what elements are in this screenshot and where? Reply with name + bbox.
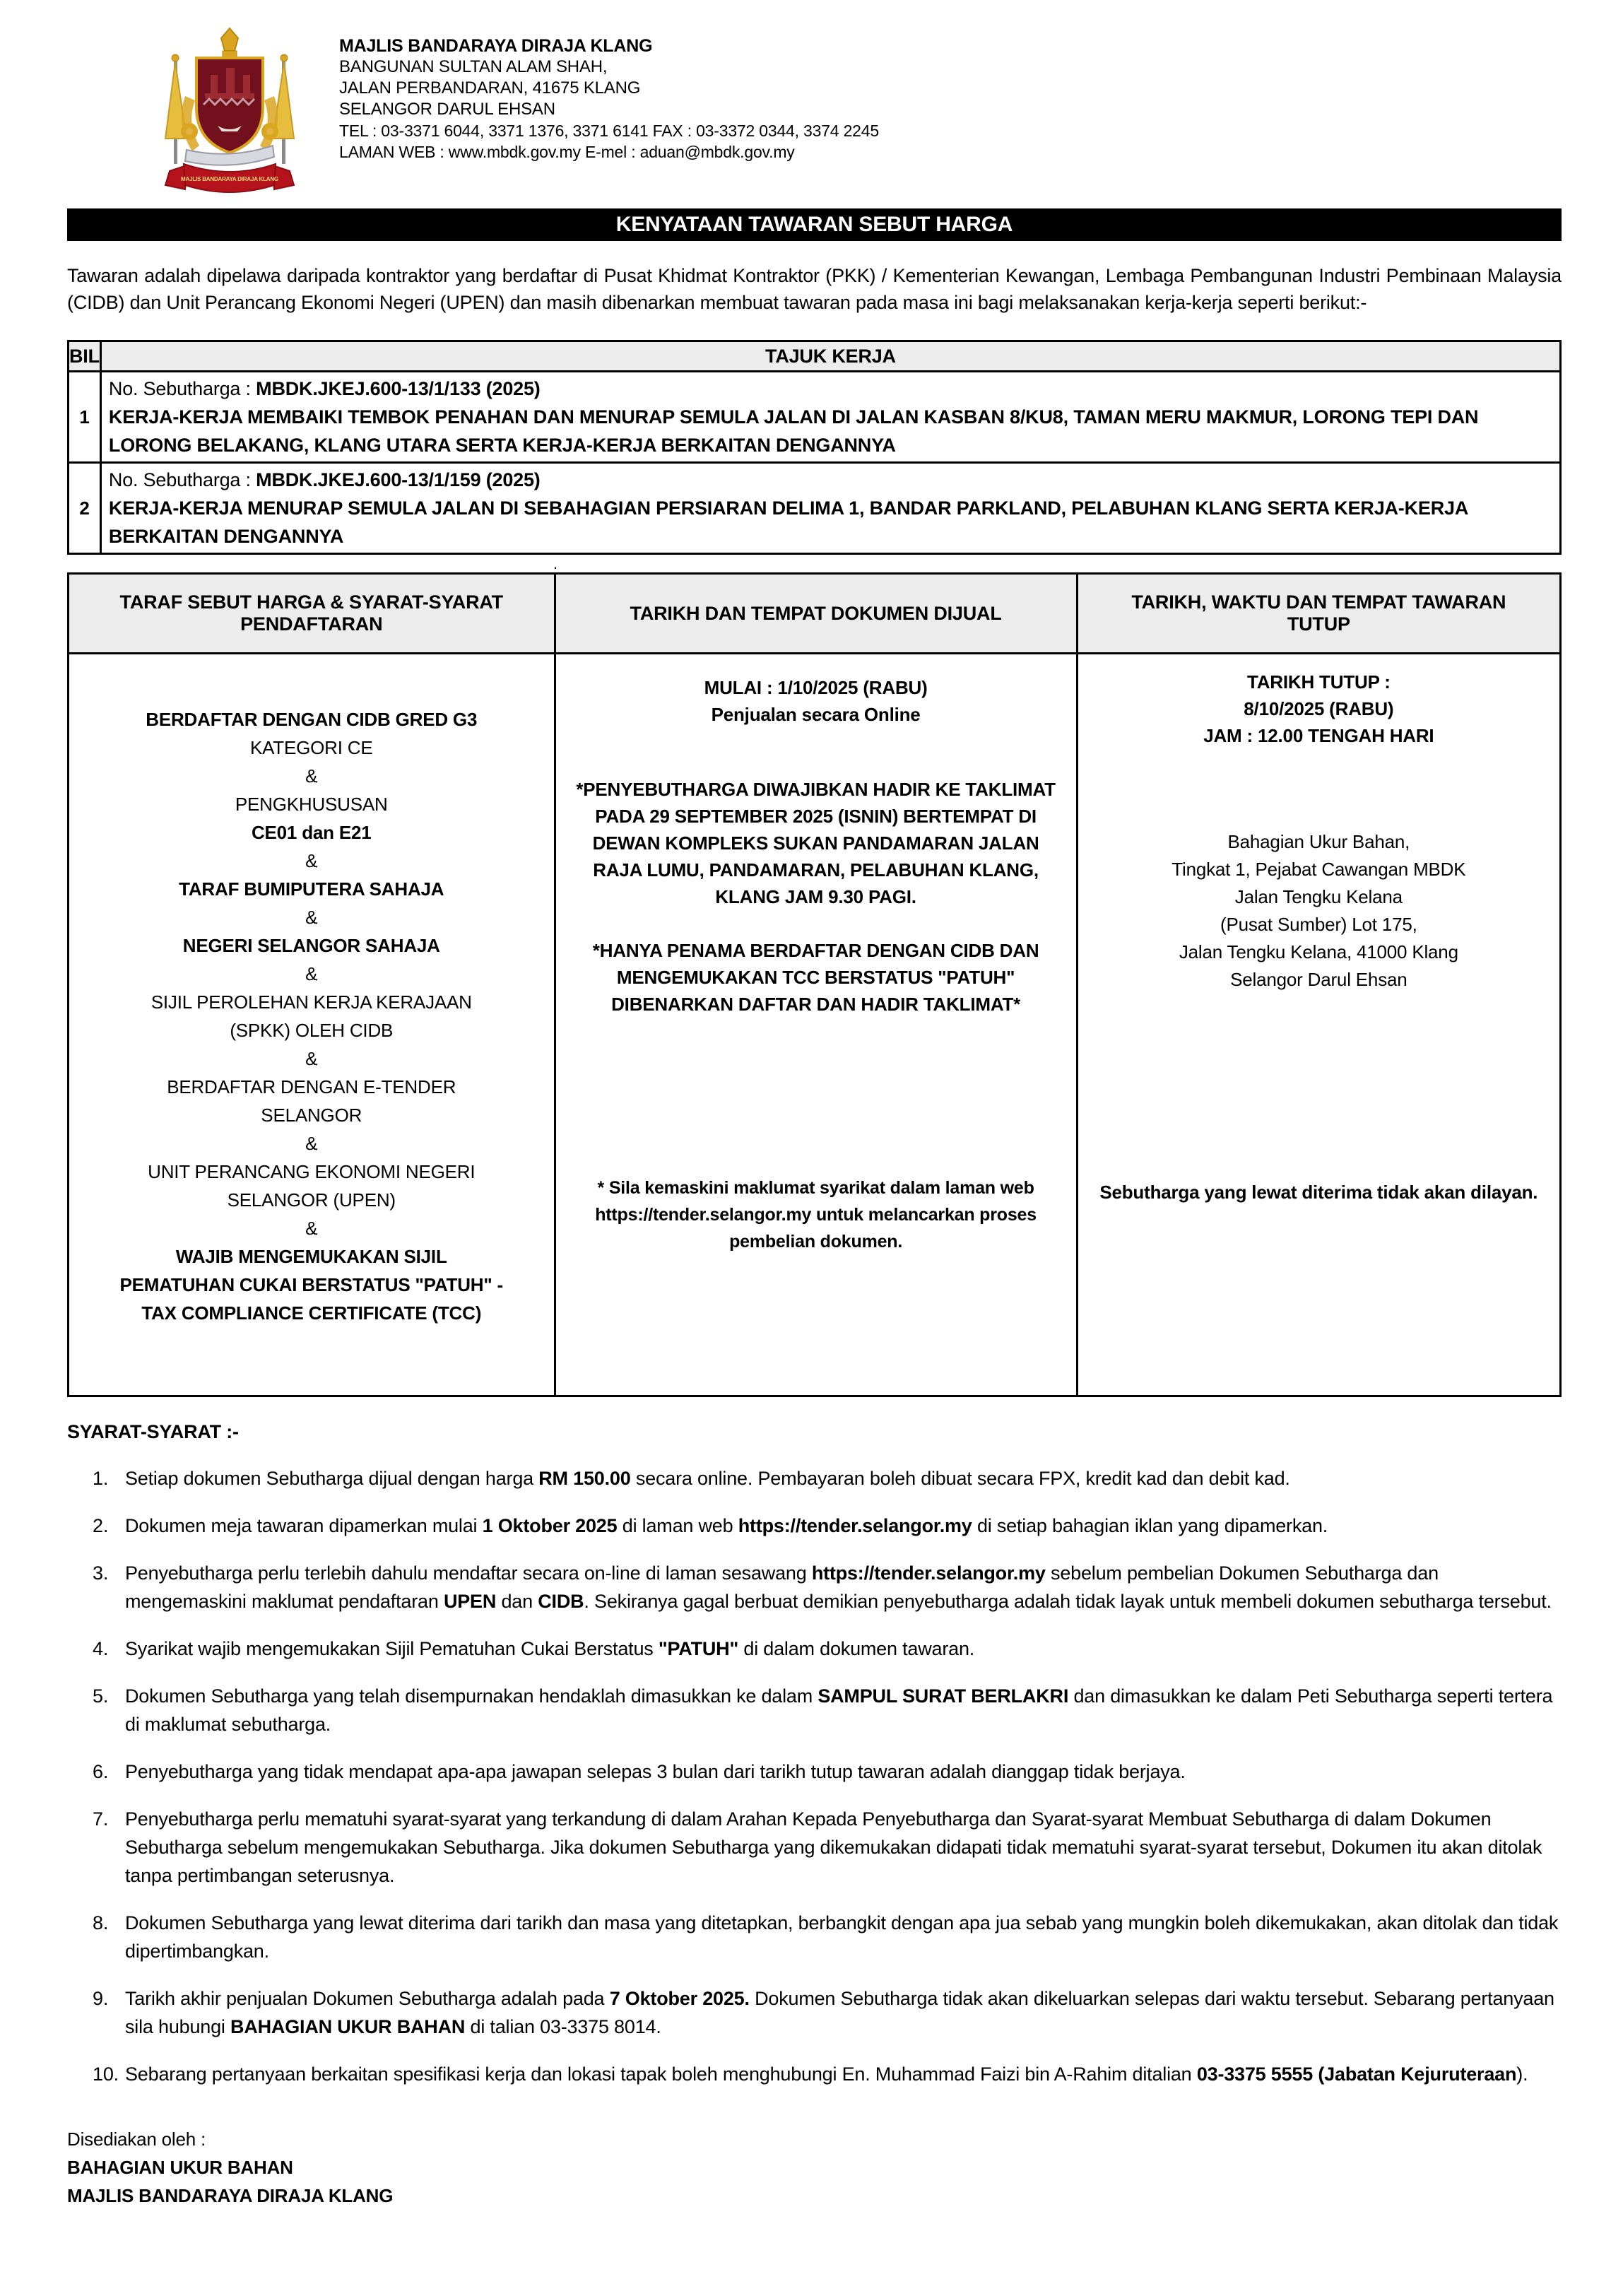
taraf-line: & — [305, 963, 318, 984]
jobs-table-header-row — [69, 341, 1561, 372]
taraf-body — [69, 654, 555, 1396]
info-table — [67, 572, 1562, 1397]
tutup-address — [1095, 828, 1542, 994]
syarat-number: 10. — [93, 2064, 119, 2085]
taraf-line: PEMATUHAN CUKAI BERSTATUS "PATUH" - — [119, 1274, 503, 1295]
syarat-number: 2. — [93, 1515, 109, 1536]
org-name: MAJLIS BANDARAYA DIRAJA KLANG — [339, 36, 653, 56]
syarat-text: Dokumen Sebutharga yang lewat diterima dari tarikh dan masa yang ditetapkan, berbangkit dengan apa jua sebab yang mungkin boleh dikemukakan, akan ditolak dan tidak dipertimbangkan. — [125, 1912, 1559, 1962]
address-line: (Pusat Sumber) Lot 175, — [1220, 914, 1417, 935]
syarat-heading: SYARAT-SYARAT :- — [67, 1421, 239, 1442]
syarat-item — [67, 1984, 1562, 2041]
syarat-number: 4. — [93, 1638, 109, 1659]
job-row — [69, 372, 1561, 463]
syarat-text: Dokumen Sebutharga yang telah disempurnakan hendaklah dimasukkan ke dalam SAMPUL SURAT BERLAKRI dan dimasukkan ke dalam Peti Sebutharga seperti tertera di maklumat sebutharga. — [125, 1685, 1553, 1735]
prepared-by-label: Disediakan oleh : — [67, 2129, 206, 2150]
syarat-number: 3. — [93, 1562, 109, 1584]
address-line: Tingkat 1, Pejabat Cawangan MBDK — [1171, 859, 1466, 880]
taraf-line: WAJIB MENGEMUKAKAN SIJIL — [175, 1246, 447, 1267]
jobs-table — [67, 340, 1562, 555]
dokumen-body — [555, 654, 1077, 1396]
lewat-note: Sebutharga yang lewat diterima tidak akan dilayan. — [1099, 1182, 1538, 1203]
syarat-text: Setiap dokumen Sebutharga dijual dengan harga RM 150.00 secara online. Pembayaran boleh dibuat secara FPX, kredit kad dan debit kad. — [125, 1468, 1290, 1489]
penjualan-line: Penjualan secara Online — [711, 704, 921, 725]
address-line-3: SELANGOR DARUL EHSAN — [339, 100, 555, 119]
col-header-bil: BIL — [69, 341, 101, 372]
col-header-tawaran-tutup: TARIKH, WAKTU DAN TEMPAT TAWARAN TUTUP — [1077, 574, 1560, 654]
taraf-line: UNIT PERANCANG EKONOMI NEGERI — [148, 1161, 476, 1182]
taraf-line: KATEGORI CE — [249, 737, 373, 758]
taraf-line: BERDAFTAR DENGAN CIDB GRED G3 — [146, 709, 478, 730]
kemaskini-note: * Sila kemaskini maklumat syarikat dalam laman web https://tender.selangor.my untuk melancarkan proses pembelian dokumen. — [595, 1178, 1037, 1252]
job-cell — [100, 463, 1560, 554]
address-line-1: BANGUNAN SULTAN ALAM SHAH, — [339, 57, 608, 76]
taraf-line: NEGERI SELANGOR SAHAJA — [182, 935, 440, 956]
syarat-text: Penyebutharga perlu mematuhi syarat-syarat yang terkandung di dalam Arahan Kepada Penyebutharga dan Syarat-syarat Membuat Sebutharga di dalam Dokumen Sebutharga sebelum mengemukakan Sebutharga. Jika dokumen Sebutharga yang dikemukakan didapati tidak mematuhi syarat-syarat tersebut, Dokumen itu akan ditolak tanpa pertimbangan seterusnya. — [125, 1808, 1542, 1886]
syarat-text: Penyebutharga yang tidak mendapat apa-apa jawapan selepas 3 bulan dari tarikh tutup tawaran adalah dianggap tidak berjaya. — [125, 1761, 1186, 1782]
notice-title-banner: KENYATAAN TAWARAN SEBUT HARGA — [67, 208, 1562, 241]
penama-note: *HANYA PENAMA BERDAFTAR DENGAN CIDB DAN MENGEMUKAKAN TCC BERSTATUS "PATUH" DIBENARKAN DAFTAR DAN HADIR TAKLIMAT* — [592, 940, 1039, 1015]
syarat-item — [67, 1805, 1562, 1890]
footer-org: MAJLIS BANDARAYA DIRAJA KLANG — [67, 2185, 394, 2206]
job-cell — [100, 372, 1560, 463]
syarat-number: 5. — [93, 1685, 109, 1707]
address-line: Selangor Darul Ehsan — [1230, 969, 1407, 990]
taraf-line: & — [305, 1048, 318, 1069]
syarat-text: Tarikh akhir penjualan Dokumen Sebutharga adalah pada 7 Oktober 2025. Dokumen Sebutharga tidak akan dikeluarkan selepas dari waktu tersebut. Sebarang pertanyaan sila hubungi BAHAGIAN UKUR BAHAN di talian 03-3375 8014. — [125, 1988, 1554, 2037]
taklimat-note: *PENYEBUTHARGA DIWAJIBKAN HADIR KE TAKLIMAT PADA 29 SEPTEMBER 2025 (ISNIN) BERTEMPAT DI DEWAN KOMPLEKS SUKAN PANDAMARAN JALAN RAJA LUMU, PANDAMARAN, PELABUHAN KLANG, KLANG JAM 9.30 PAGI. — [576, 779, 1056, 907]
footer-dept: BAHAGIAN UKUR BAHAN — [67, 2157, 293, 2178]
syarat-number: 8. — [93, 1912, 109, 1933]
tarikh-tutup-time: JAM : 12.00 TENGAH HARI — [1203, 725, 1434, 746]
syarat-item — [67, 1635, 1562, 1663]
address-line-2: JALAN PERBANDARAN, 41675 KLANG — [339, 78, 641, 98]
syarat-item — [67, 2060, 1562, 2088]
taraf-line: PENGKHUSUSAN — [235, 794, 388, 815]
tarikh-tutup-label: TARIKH TUTUP : — [1246, 671, 1391, 693]
address-line: Bahagian Ukur Bahan, — [1227, 831, 1410, 852]
jobs-table-body — [69, 372, 1561, 554]
job-title: KERJA-KERJA MEMBAIKI TEMBOK PENAHAN DAN MENURAP SEMULA JALAN DI JALAN KASBAN 8/KU8, TAMAN MERU MAKMUR, LORONG TEPI DAN LORONG BELAKANG, KLANG UTARA SERTA KERJA-KERJA BERKAITAN DENGANNYA — [108, 406, 1479, 456]
taraf-line: SELANGOR — [261, 1105, 362, 1126]
syarat-item — [67, 1758, 1562, 1786]
syarat-item — [67, 1512, 1562, 1540]
syarat-text: Syarikat wajib mengemukakan Sijil Pematuhan Cukai Berstatus "PATUH" di dalam dokumen tawaran. — [125, 1638, 975, 1659]
intro-paragraph: Tawaran adalah dipelawa daripada kontraktor yang berdaftar di Pusat Khidmat Kontraktor (PKK) / Kementerian Kewangan, Lembaga Pembangunan Industri Pembinaan Malaysia (CIDB) dan Unit Perancang Ekonomi Negeri (UPEN) dan masih dibenarkan membuat tawaran pada masa ini bagi melaksanakan kerja-kerja seperti berikut:- — [67, 265, 1562, 313]
taraf-line: SELANGOR (UPEN) — [227, 1189, 396, 1211]
job-row — [69, 463, 1561, 554]
tutup-body — [1077, 654, 1560, 1396]
syarat-list — [67, 1464, 1562, 2088]
web-email-line: LAMAN WEB : www.mbdk.gov.my E-mel : aduan@mbdk.gov.my — [339, 143, 795, 161]
col-header-taraf: TARAF SEBUT HARGA & SYARAT-SYARAT PENDAFTARAN — [69, 574, 555, 654]
info-table-header-row — [69, 574, 1561, 654]
stray-mark: . — [553, 555, 557, 572]
tel-fax-line: TEL : 03-3371 6044, 3371 1376, 3371 6141 FAX : 03-3372 0344, 3374 2245 — [339, 122, 879, 140]
info-table-body-row — [69, 654, 1561, 1396]
taraf-line: & — [305, 765, 318, 787]
col-header-dokumen-dijual: TARIKH DAN TEMPAT DOKUMEN DIJUAL — [555, 574, 1077, 654]
taraf-line: & — [305, 1218, 318, 1239]
job-bil: 2 — [69, 463, 101, 554]
job-ref-line: No. Sebutharga : MBDK.JKEJ.600-13/1/133 (2025) — [108, 378, 541, 399]
taraf-line: & — [305, 850, 318, 871]
syarat-text: Sebarang pertanyaan berkaitan spesifikasi kerja dan lokasi tapak boleh menghubungi En. Muhammad Faizi bin A-Rahim ditalian 03-3375 5555 (Jabatan Kejuruteraan). — [125, 2064, 1528, 2085]
job-title: KERJA-KERJA MENURAP SEMULA JALAN DI SEBAHAGIAN PERSIARAN DELIMA 1, BANDAR PARKLAND, PELABUHAN KLANG SERTA KERJA-KERJA BERKAITAN DENGANNYA — [108, 498, 1468, 547]
syarat-item — [67, 1909, 1562, 1965]
address-line: Jalan Tengku Kelana — [1234, 886, 1403, 907]
taraf-line: SIJIL PEROLEHAN KERJA KERAJAAN — [151, 991, 472, 1013]
tarikh-tutup-date: 8/10/2025 (RABU) — [1244, 698, 1394, 719]
syarat-text: Penyebutharga perlu terlebih dahulu mendaftar secara on-line di laman sesawang https://tender.selangor.my sebelum pembelian Dokumen Sebutharga dan mengemaskini maklumat pendaftaran UPEN dan CIDB. Sekiranya gagal berbuat demikian penyebutharga adalah tidak layak untuk membeli dokumen sebutharga tersebut. — [125, 1562, 1552, 1612]
mbdk-coat-of-arms-logo — [155, 25, 304, 199]
taraf-line: (SPKK) OLEH CIDB — [230, 1020, 394, 1041]
taraf-line: CE01 dan E21 — [251, 822, 372, 843]
taraf-line: TARAF BUMIPUTERA SAHAJA — [179, 878, 444, 900]
letterhead-text — [339, 35, 879, 163]
syarat-number: 9. — [93, 1988, 109, 2009]
logo-ribbon-text: MAJLIS BANDARAYA DIRAJA KLANG — [181, 176, 278, 182]
syarat-number: 7. — [93, 1808, 109, 1830]
syarat-number: 6. — [93, 1761, 109, 1782]
syarat-number: 1. — [93, 1468, 109, 1489]
taraf-line: TAX COMPLIANCE CERTIFICATE (TCC) — [141, 1302, 482, 1324]
mulai-line: MULAI : 1/10/2025 (RABU) — [704, 677, 928, 698]
job-bil: 1 — [69, 372, 101, 463]
taraf-line: & — [305, 907, 318, 928]
syarat-item — [67, 1464, 1562, 1493]
col-header-tajuk-kerja: TAJUK KERJA — [100, 341, 1560, 372]
taraf-line: & — [305, 1133, 318, 1154]
syarat-item — [67, 1559, 1562, 1615]
syarat-item — [67, 1682, 1562, 1738]
job-ref-line: No. Sebutharga : MBDK.JKEJ.600-13/1/159 (2025) — [108, 469, 541, 490]
address-line: Jalan Tengku Kelana, 41000 Klang — [1179, 941, 1458, 962]
letterhead — [67, 25, 1562, 199]
footer-block — [67, 2125, 1562, 2210]
syarat-text: Dokumen meja tawaran dipamerkan mulai 1 Oktober 2025 di laman web https://tender.selangor.my di setiap bahagian iklan yang dipamerkan. — [125, 1515, 1328, 1536]
taraf-line: BERDAFTAR DENGAN E-TENDER — [167, 1076, 456, 1097]
